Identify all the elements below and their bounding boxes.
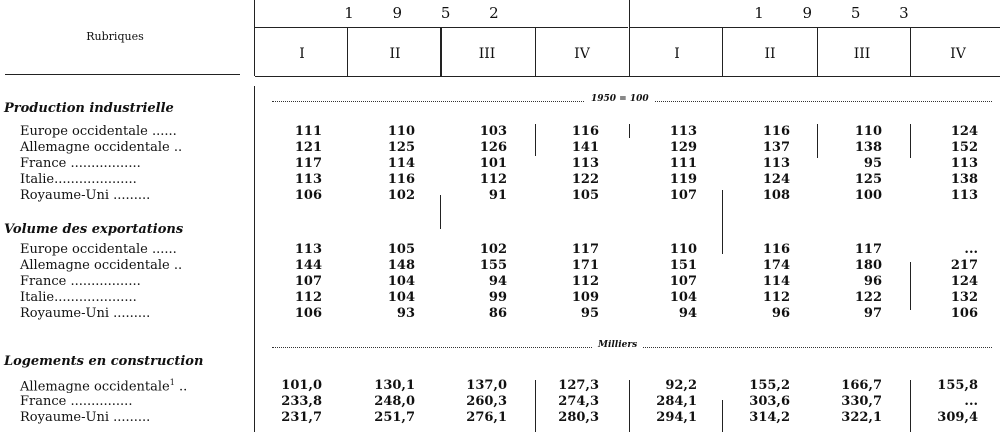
table-cell: 113 xyxy=(571,156,599,171)
table-cell: 101,0 xyxy=(281,378,322,393)
quarter-1952-II: II xyxy=(389,46,401,62)
table-cell: 217 xyxy=(950,258,978,273)
table-cell: 284,1 xyxy=(656,394,697,409)
body-rule xyxy=(817,124,818,158)
rubriques-underline xyxy=(5,74,240,75)
table-cell: 111 xyxy=(294,124,322,139)
body-rule xyxy=(629,124,630,138)
table-cell: 274,3 xyxy=(558,394,599,409)
table-cell: 260,3 xyxy=(466,394,507,409)
table-cell: 166,7 xyxy=(841,378,882,393)
table-cell: 116 xyxy=(571,124,599,139)
table-cell: 113 xyxy=(294,172,322,187)
table-cell: 124 xyxy=(950,274,978,289)
table-cell: 112 xyxy=(571,274,599,289)
table-cell: 151 xyxy=(669,258,697,273)
table-cell: 93 xyxy=(396,306,415,321)
table-cell: 111 xyxy=(669,156,697,171)
table-cell: 101 xyxy=(479,156,507,171)
quarter-1953-II: II xyxy=(764,46,776,62)
table-cell: ... xyxy=(964,394,978,409)
body-rule xyxy=(910,380,911,432)
section-title-exports: Volume des exportations xyxy=(4,222,184,237)
table-cell: ... xyxy=(964,242,978,257)
table-cell: 148 xyxy=(387,258,415,273)
table-cell: 152 xyxy=(950,140,978,155)
table-cell: 112 xyxy=(762,290,790,305)
row-label-text: Allemagne occidentale xyxy=(20,379,170,395)
table-cell: 174 xyxy=(762,258,790,273)
table-cell: 114 xyxy=(387,156,415,171)
table-cell: 251,7 xyxy=(374,410,415,425)
row-label: Europe occidentale ...... xyxy=(20,242,177,257)
table-cell: 125 xyxy=(387,140,415,155)
table-cell: 110 xyxy=(854,124,882,139)
table-cell: 105 xyxy=(571,188,599,203)
table-cell: 95 xyxy=(580,306,599,321)
body-rule xyxy=(910,124,911,158)
table-cell: 137,0 xyxy=(466,378,507,393)
table-cell: 107 xyxy=(669,274,697,289)
section-title-production: Production industrielle xyxy=(4,101,174,116)
table-cell: 119 xyxy=(669,172,697,187)
unit-label-housing: Milliers xyxy=(592,340,643,350)
table-cell: 122 xyxy=(571,172,599,187)
table-cell: 125 xyxy=(854,172,882,187)
header-rule-year xyxy=(629,0,630,76)
table-cell: 108 xyxy=(762,188,790,203)
body-rule-left xyxy=(254,86,255,432)
table-cell: 113 xyxy=(950,188,978,203)
row-label: Italie.................... xyxy=(20,172,137,187)
row-label: Europe occidentale ...... xyxy=(20,124,177,139)
table-cell: 107 xyxy=(669,188,697,203)
section-title-housing: Logements en construction xyxy=(4,354,204,369)
quarter-1952-I: I xyxy=(299,46,305,62)
table-cell: 94 xyxy=(678,306,697,321)
quarter-1953-I: I xyxy=(674,46,680,62)
table-cell: 95 xyxy=(863,156,882,171)
table-cell: 113 xyxy=(294,242,322,257)
table-cell: 105 xyxy=(387,242,415,257)
header-rule-left xyxy=(254,0,255,76)
table-cell: 109 xyxy=(571,290,599,305)
footnote-marker: 1 xyxy=(169,378,175,387)
body-rule xyxy=(535,124,536,156)
row-label xyxy=(20,378,187,394)
table-cell: 114 xyxy=(762,274,790,289)
table-cell: 110 xyxy=(387,124,415,139)
table-cell: 124 xyxy=(762,172,790,187)
table-cell: 132 xyxy=(950,290,978,305)
table-cell: 116 xyxy=(762,242,790,257)
row-label: France ................. xyxy=(20,274,141,289)
table-cell: 117 xyxy=(854,242,882,257)
table-cell: 113 xyxy=(669,124,697,139)
quarter-underline xyxy=(255,76,1000,77)
table-cell: 113 xyxy=(762,156,790,171)
table-cell: 99 xyxy=(488,290,507,305)
row-label: France ............... xyxy=(20,394,133,409)
table-cell: 112 xyxy=(479,172,507,187)
table-cell: 106 xyxy=(950,306,978,321)
table-cell: 126 xyxy=(479,140,507,155)
table-cell: 130,1 xyxy=(374,378,415,393)
table-cell: 117 xyxy=(571,242,599,257)
body-rule xyxy=(535,380,536,432)
quarter-1953-IV: IV xyxy=(950,46,966,62)
table-cell: 113 xyxy=(950,156,978,171)
table-cell: 104 xyxy=(387,274,415,289)
unit-label-production: 1950 = 100 xyxy=(585,94,655,104)
row-label: Allemagne occidentale .. xyxy=(20,258,183,273)
table-cell: 309,4 xyxy=(937,410,978,425)
table-cell: 137 xyxy=(762,140,790,155)
table-cell: 248,0 xyxy=(374,394,415,409)
row-label: Allemagne occidentale .. xyxy=(20,140,183,155)
row-label-dots: .. xyxy=(174,379,188,395)
table-cell: 122 xyxy=(854,290,882,305)
table-cell: 112 xyxy=(294,290,322,305)
table-cell: 104 xyxy=(387,290,415,305)
table-cell: 138 xyxy=(854,140,882,155)
body-rule xyxy=(722,190,723,254)
table-cell: 102 xyxy=(479,242,507,257)
table-cell: 117 xyxy=(294,156,322,171)
year-1952: 1 9 5 2 xyxy=(344,4,516,22)
table-cell: 144 xyxy=(294,258,322,273)
body-rule xyxy=(629,380,630,432)
table-cell: 138 xyxy=(950,172,978,187)
header-rule-q2 xyxy=(347,28,348,76)
table-cell: 103 xyxy=(479,124,507,139)
header-rule-q7 xyxy=(817,28,818,76)
table-cell: 106 xyxy=(294,188,322,203)
year-underline-1953 xyxy=(630,27,1000,28)
header-rule-q3 xyxy=(440,28,442,76)
table-cell: 155 xyxy=(479,258,507,273)
year-1953: 1 9 5 3 xyxy=(754,4,926,22)
table-cell: 91 xyxy=(488,188,507,203)
table-cell: 171 xyxy=(571,258,599,273)
row-label: Royaume-Uni ......... xyxy=(20,410,151,425)
row-label: Royaume-Uni ......... xyxy=(20,306,151,321)
rubriques-header: Rubriques xyxy=(86,30,144,43)
table-cell: 116 xyxy=(762,124,790,139)
table-cell: 276,1 xyxy=(466,410,507,425)
table-cell: 233,8 xyxy=(281,394,322,409)
table-cell: 121 xyxy=(294,140,322,155)
table-cell: 92,2 xyxy=(665,378,697,393)
table-cell: 303,6 xyxy=(749,394,790,409)
header-rule-q6 xyxy=(722,28,723,76)
table-cell: 102 xyxy=(387,188,415,203)
table-cell: 116 xyxy=(387,172,415,187)
quarter-1953-III: III xyxy=(853,46,871,62)
body-rule xyxy=(910,262,911,310)
table-cell: 127,3 xyxy=(558,378,599,393)
table-cell: 280,3 xyxy=(558,410,599,425)
table-cell: 96 xyxy=(771,306,790,321)
body-rule xyxy=(722,400,723,432)
table-cell: 106 xyxy=(294,306,322,321)
table-cell: 330,7 xyxy=(841,394,882,409)
table-cell: 104 xyxy=(669,290,697,305)
row-label: Royaume-Uni ......... xyxy=(20,188,151,203)
table-cell: 110 xyxy=(669,242,697,257)
table-cell: 124 xyxy=(950,124,978,139)
table-cell: 155,8 xyxy=(937,378,978,393)
table-cell: 129 xyxy=(669,140,697,155)
table-cell: 141 xyxy=(571,140,599,155)
table-cell: 107 xyxy=(294,274,322,289)
table-cell: 86 xyxy=(488,306,507,321)
row-label: Italie.................... xyxy=(20,290,137,305)
table-cell: 294,1 xyxy=(656,410,697,425)
body-rule xyxy=(440,195,441,229)
header-rule-q8 xyxy=(910,28,911,76)
header-rule-q4 xyxy=(535,28,536,76)
table-cell: 94 xyxy=(488,274,507,289)
table-cell: 322,1 xyxy=(841,410,882,425)
row-label: France ................. xyxy=(20,156,141,171)
quarter-1952-IV: IV xyxy=(574,46,590,62)
table-cell: 155,2 xyxy=(749,378,790,393)
table-cell: 180 xyxy=(854,258,882,273)
table-cell: 314,2 xyxy=(749,410,790,425)
table-cell: 97 xyxy=(863,306,882,321)
table-cell: 100 xyxy=(854,188,882,203)
table-cell: 96 xyxy=(863,274,882,289)
quarter-1952-III: III xyxy=(478,46,496,62)
table-cell: 231,7 xyxy=(281,410,322,425)
